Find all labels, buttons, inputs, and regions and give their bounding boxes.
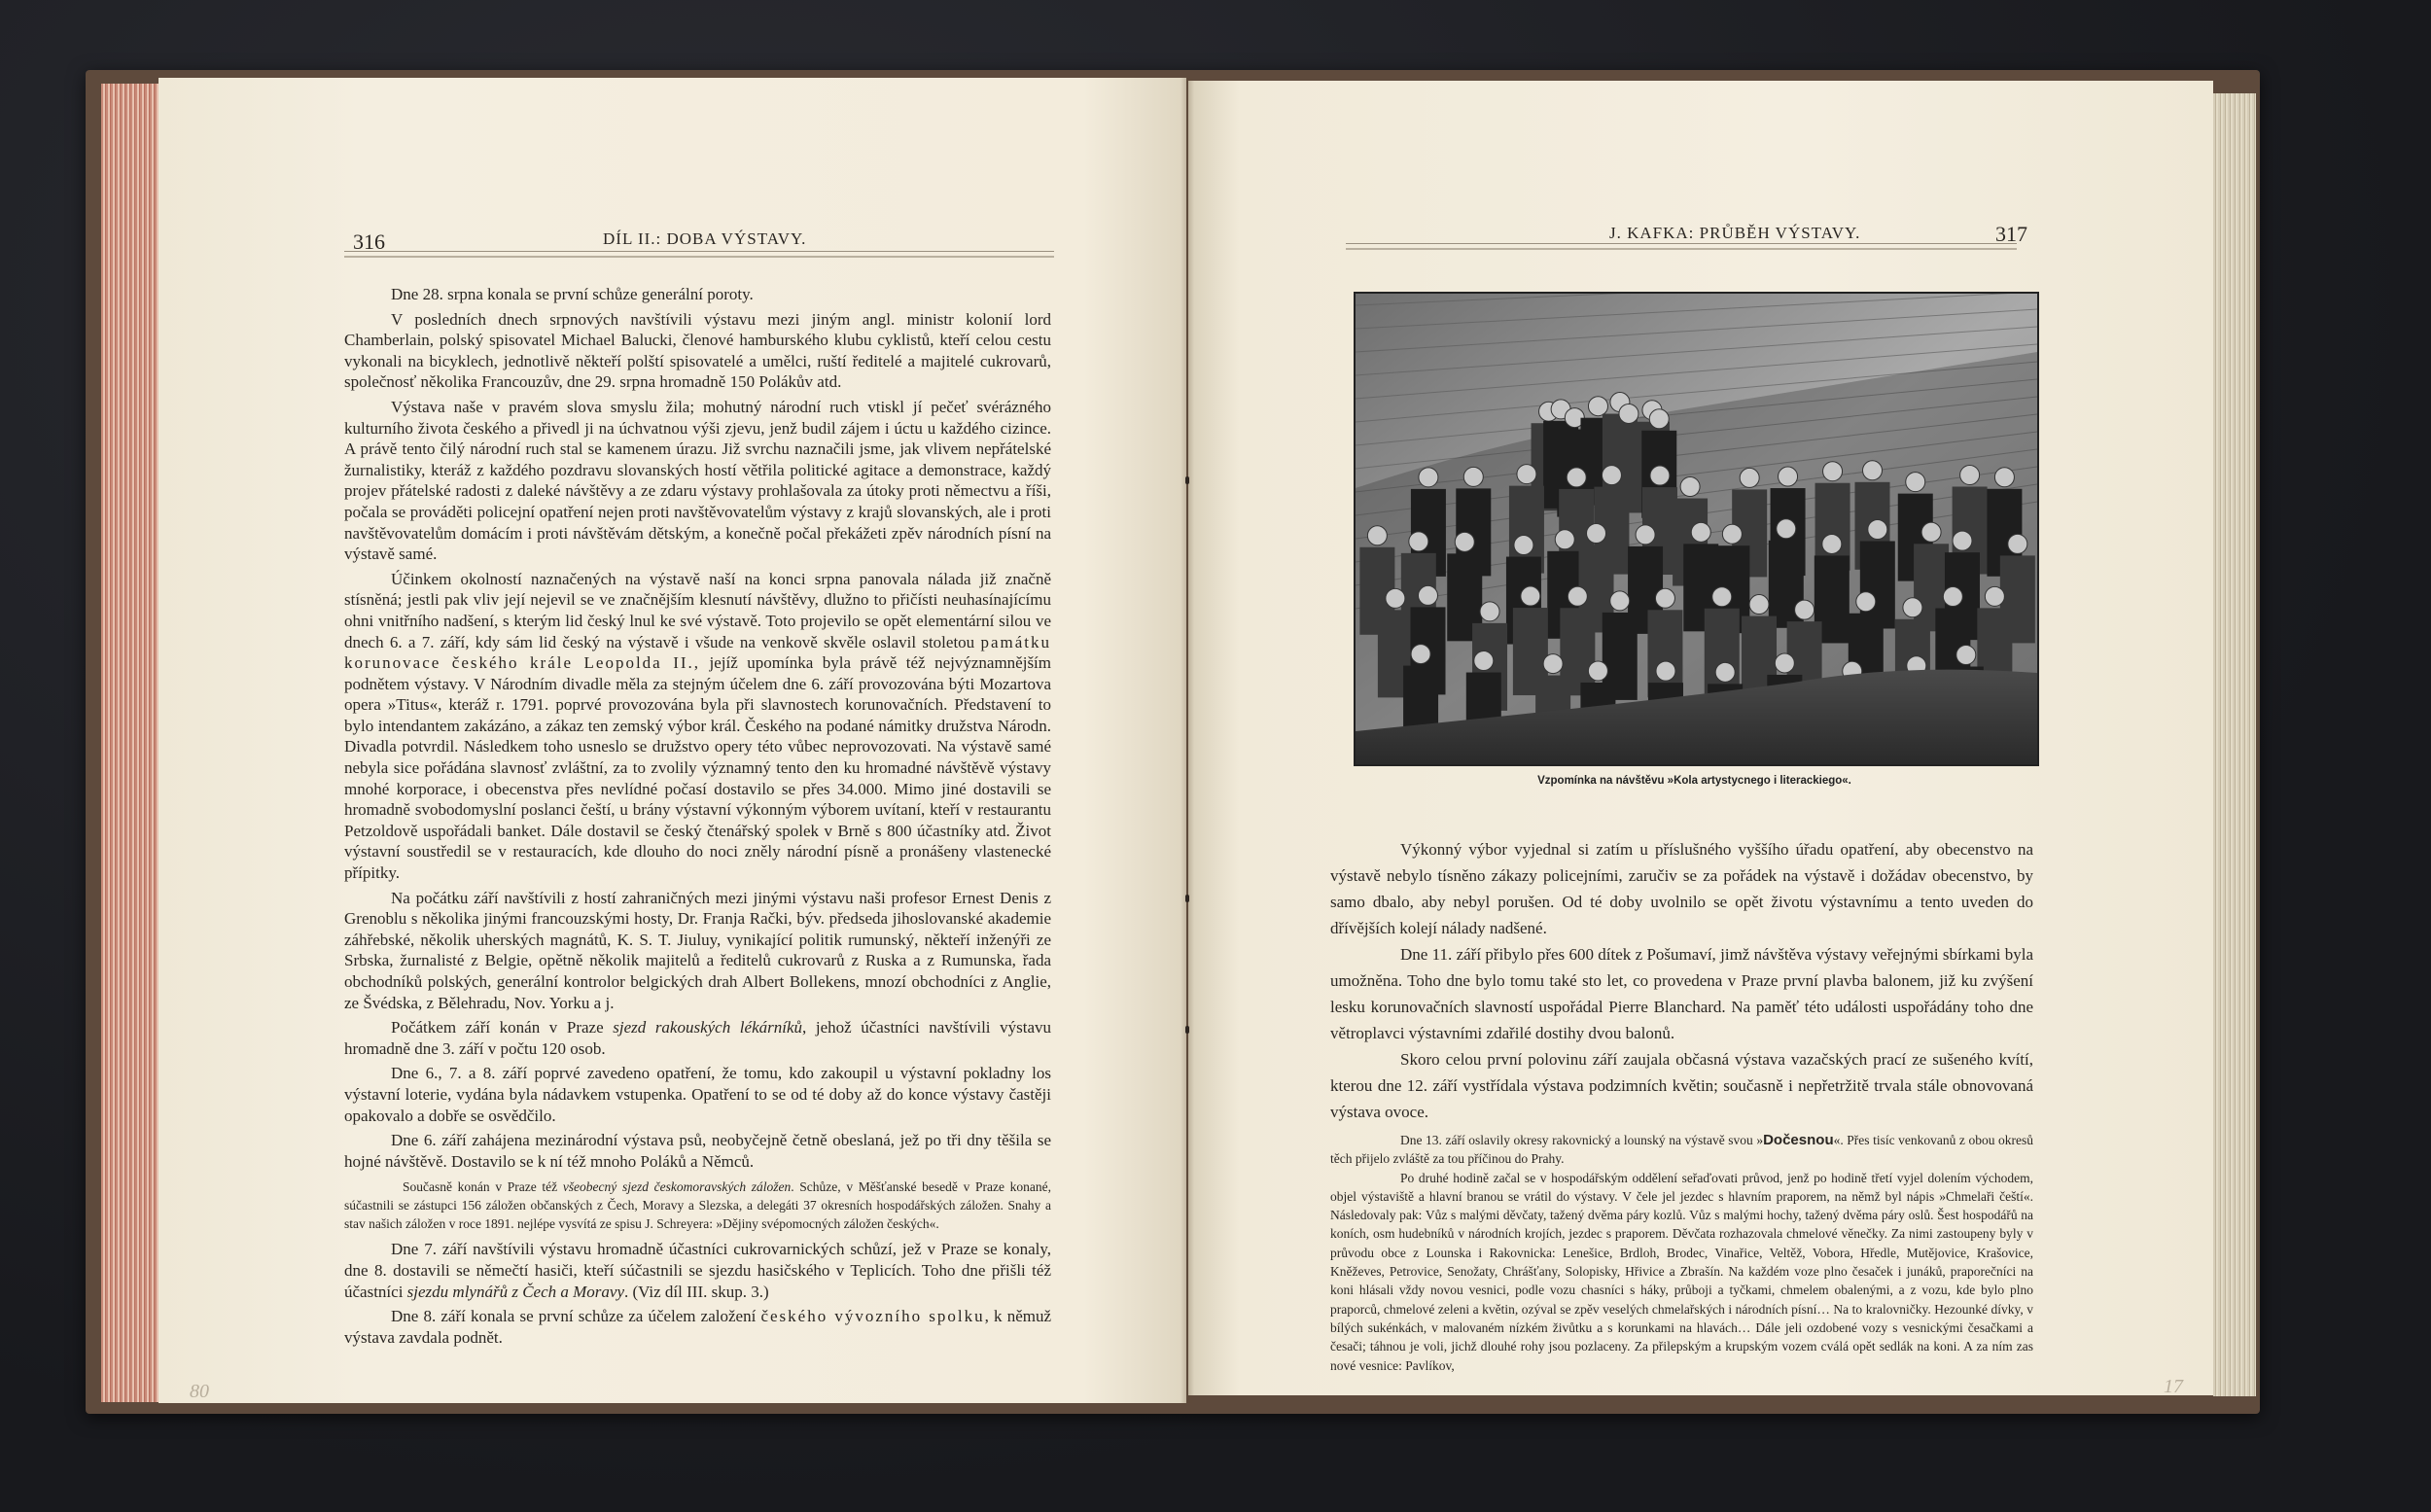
person-head [2008, 534, 2027, 553]
person-head [1691, 522, 1710, 542]
person-head [1856, 592, 1876, 612]
italic-text: sjezd rakouských lékárníků [613, 1018, 803, 1037]
person-head [1463, 467, 1483, 486]
person-head [1587, 523, 1606, 543]
person-head [1455, 532, 1474, 551]
paragraph [344, 1017, 1051, 1059]
person-head [1649, 409, 1669, 429]
person-head [1521, 586, 1540, 606]
text-run: Dne 13. září oslavily okresy rakovnický a lounský na výstavě svou » [1400, 1133, 1764, 1147]
person-head [1822, 534, 1842, 553]
person-head [1418, 585, 1437, 605]
left-page-text [344, 284, 1051, 1352]
binding-stitch [1185, 1026, 1189, 1034]
person-head [1367, 526, 1387, 545]
bold-text: Dočesnou [1763, 1132, 1834, 1148]
text-run: , jehož účastníci navštívili výstavu hromadně dne 3. září v počtu 120 osob. [344, 1018, 1051, 1058]
person-head [1568, 586, 1587, 606]
header-rule-left [344, 251, 1054, 258]
paragraph: Dne 6., 7. a 8. září poprvé zavedeno opatření, že tomu, kdo zakoupil u výstavní pokladny los výstavní loterie, vydána byla nádavkem vstupenka. Opatření to se od té doby až do konce výstavy častěji opakovalo a dobře se osvědčilo. [344, 1064, 1051, 1125]
page-edges-left [101, 84, 159, 1402]
person-head [1953, 531, 1972, 550]
spaced-text: českého vývozního spolku [760, 1307, 985, 1326]
italic-text: všeobecný sjezd českomoravských záložen [562, 1179, 792, 1195]
person-head [1921, 522, 1941, 542]
person-head [1555, 530, 1574, 549]
person-head [1715, 662, 1735, 682]
person-head [1868, 520, 1887, 540]
text-run: Dne 7. září navštívili výstavu hromadně účastníci cukrovarnických schůzí, jež v Praze se konaly, dne 8. dostavili se němečtí hasiči, kteří súčastnili se sjezdu hasičského v Teplicích. Toho dne přišli též účastníci [344, 1240, 1051, 1301]
person-head [1943, 587, 1962, 607]
text-run: jejíž upomínka byla právě též nejvýznamnějším podnětem výstavy. V Národním divadle měla za stejným účelem dne 6. září provozována býti Mozartova opera »Titus«, kteráž r. 1791. poprvé provozována byla při slavnostech korunovačních. Představení to bylo intendantem zakázáno, a zákaz ten zemský výbor král. Českého na podané námitky družstva Národn. Divadla potvrdil. Následkem toho usneslo se družstvo opery této vůbec neprovozovati. Na výstavě samé nebyla sice pořádána slavnosť zvláštní, za to zvolily významný tento den ku hromadné návštěvě výstavy mnohé korporace, i obecenstva přes nevlídné počasí dostavilo se přes 34.000. Mimo jiné dostavili se hromadně svobodomyslní poslanci čeští, u brány výstavní výkonným výborem uvítaní, kteří v restaurantu Petzoldově uspořádali banket. Dále dostavil se český čtenářský spolek v Brně s 800 účastníky atd. Život výstavní soustředil se v restauracích, kde dlouho do noci zněly národní písně a pronášeny vlastenecké přípitky. [344, 653, 1052, 883]
person-head [1680, 477, 1700, 497]
person-head [1650, 466, 1670, 485]
person-head [1419, 468, 1438, 487]
person-head [1960, 465, 1980, 484]
text-run: Dne 8. září konala se první schůze za účelem založení [391, 1307, 761, 1326]
photo-caption: Vzpomínka na návštěvu »Kola artystycnego i literackiego«. [1537, 775, 1851, 787]
paragraph: Výstava naše v pravém slova smyslu žila; mohutný národní ruch vtiskl jí pečeť svérázného kulturního života českého a přivedl ji na úchvatnou výši zjevu, jenž budil zájem i úctu u každého cizince. A právě tento čilý národní ruch stal se kamenem úrazu. Již svrchu naznačili jsme, jak vlivem nepřátelské žurnalistiky, kteráž z každého pozdravu slovanských hostí větřila politické agitace a demonstrace, každý projev přátelské radosti z daleké návštěvy a ze zdaru výstavy prohlašovala za útoky proti němectvu a říši, počala se prováděti policejní opatření nejen proti navštěvovatelům výstavy z krajů slovanských, ale i proti navštěvovatelům domácím i proti návštěvám dětským, a konečně počal překážeti zpěv národních písní na výstavě samé. [344, 397, 1051, 564]
person-head [1985, 586, 2004, 606]
person-head [1712, 587, 1732, 607]
spaced-text: památku korunovace českého krále Leopolda II., [344, 632, 1051, 673]
person-head [1567, 468, 1586, 487]
person-body [1705, 609, 1740, 696]
person-head [1795, 600, 1814, 619]
person-head [1779, 467, 1798, 486]
paragraph: Dne 28. srpna konala se první schůze generální poroty. [391, 285, 754, 303]
page-number-right: 317 [1995, 222, 2027, 246]
person-head [1474, 651, 1494, 671]
pencil-mark: 17 [2164, 1376, 2183, 1397]
group-photograph [1354, 292, 2039, 766]
person-head [1906, 473, 1925, 492]
person-head [1655, 588, 1674, 608]
small-print-note [344, 1178, 1051, 1233]
page-number-left: 316 [353, 229, 385, 254]
person-head [1610, 591, 1630, 611]
person-head [1480, 602, 1499, 621]
small-print-paragraph: Po druhé hodině začal se v hospodářským oddělení seřaďovati průvod, jenž po hodině třetí vyjel dolením východem, objel výstaviště a hlavní branou se vrátil do výstavy. V čele jel jezdec s hlavním praporem, na němž byl nápis »Chmelaři čeští«. Následovaly pak: Vůz s malými děvčaty, tažený dvěma páry kozlů. Vůz s malými hochy, tažený dvěma páry oslů. Šest hospodářů na koních, osm hudebníků v národních krojích, jezdec s praporem. Děvčata rozhazovala chmelové věnečky. Za nimi zastoupeny byly v průvodu obce z Lounska i Rakovnicka: Lenešice, Brdloh, Brodec, Vinařice, Veltěž, Vobora, Hředle, Mutějovice, Krašovice, Kněževes, Petrovice, Senožaty, Chrášťany, Solopisky, Hřivice a Zbrašín. Na každém voze plno česaček i junáků, praporečníci na koni hlásali vždy novou vesnici, podle vozu chasníci s háky, průboji a tyčkami, chmelem obalenými, a z vozu, kde bylo plno praporců, chmelové zeleni a květin, ozýval se zpěv veselých chmelařských i národních písní… Na to kralovničky. Hezounké dívky, v bílých sukénkách, v malovaném nízkém živůtku a s korunkami na hlavách… Dále jeli ozdobené vozy s vesnickými česačkami a česači; táhnou je voli, jichž dlouhé rohy jsou pozlaceny. Za přilepským a krupským vozem cválá opět sedlák na koni. A za ním zas nové vesnice: Pavlíkov, [1330, 1170, 2033, 1373]
person-head [1749, 595, 1769, 615]
person-head [1517, 465, 1536, 484]
text-run: . Schůze, v Měšťanské besedě v Praze konané, súčastnili se zástupci 156 záložen občanských z Čech, Moravy a Slezska, a delegáti 37 okresních hospodářských záložen. Snahy a stav našich záložen v roce 1891. nejlépe vysvítá ze spisu J. Schreyera: »Dějiny svépomocných záložen českých«. [344, 1179, 1052, 1232]
person-head [1602, 466, 1621, 485]
person-head [1656, 661, 1675, 681]
paragraph: Dne 6. září zahájena mezinárodní výstava psů, neobyčejně četně obeslaná, jež po tři dny těšila se hojné návštěvě. Dostavilo se k ní též mnoho Poláků a Němců. [344, 1131, 1051, 1171]
text-run: . (Viz díl III. skup. 3.) [624, 1282, 769, 1301]
text-run: Účinkem okolností naznačených na výstavě naší na konci srpna panovala nálada již značně stísněná; jestli pak vliv její nejevil se ve značnějším klesnutí návštěvy, dlužno to přičísti neuhasínajícímu ohni vnitřního nadšení, s kterým lid český lnul ke své výstavě. Toto projevilo se opět elementární silou ve dnech 6. a 7. září, kdy sám lid český na výstavě i všude na venkově skvěle oslavil stoletou [344, 569, 1051, 651]
person-head [1543, 654, 1563, 674]
header-rule-right [1346, 243, 2017, 250]
person-head [1994, 468, 2014, 487]
page-edges-right [2213, 93, 2256, 1396]
binding-stitch [1185, 895, 1189, 902]
running-head-left: DÍL II.: DOBA VÝSTAVY. [603, 229, 807, 248]
person-head [1722, 524, 1742, 544]
paragraph [344, 1306, 1051, 1348]
paragraph [344, 569, 1051, 884]
person-head [1411, 645, 1430, 664]
paragraph: Skoro celou první polovinu září zaujala občasná výstava vazačských prací ze sušeného kvítí, kterou dne 12. září vystřídala výstava podzimních květin; současně i nepřetržitě trvala stále obnovovaná výstava ovoce. [1330, 1050, 2033, 1121]
person-head [1823, 462, 1843, 481]
person-head [1775, 653, 1794, 673]
text-run: Počátkem září konán v Praze [391, 1018, 614, 1037]
book-gutter [1180, 78, 1194, 1403]
small-print-paragraph [1330, 1131, 2033, 1169]
person-head [1636, 525, 1655, 545]
person-head [1409, 532, 1428, 551]
paragraph: Dne 11. září přibylo přes 600 dítek z Pošumaví, jimž návštěva výstavy veřejnými sbírkami byla umožněna. Toho dne bylo tomu také sto let, co provedena v Praze první plavba balonem, již ku zvýšení lesku korunovačních slavností uspořádal Pierre Blanchard. Na paměť této události uspořádány toho dne větroplavci výstavními zdařilé dostihy dvou balonů. [1330, 945, 2033, 1042]
person-head [1588, 397, 1607, 416]
person-head [1386, 588, 1405, 608]
binding-stitch [1185, 476, 1189, 484]
paragraph: Výkonný výbor vyjednal si zatím u příslušného vyššího úřadu opatření, aby obecenstvo na výstavě nebylo tísněno zákazy policejními, zaručiv se za pořádek na výstavě i dožádav obecenstvo, by samo dbalo, aby nebyl porušen. Od té doby uvolnilo se opět životu výstavnímu a tento uveden do dřívějších kolejí nálady nadšené. [1330, 840, 2033, 937]
text-run: «. Přes tisíc venkovanů z obou okresů těch přijelo zvláště za tou příčinou do Prahy. [1330, 1133, 2033, 1167]
pencil-mark: 80 [190, 1381, 209, 1402]
person-head [1619, 404, 1638, 423]
running-head-right: J. KAFKA: PRŮBĚH VÝSTAVY. [1609, 224, 1861, 242]
person-head [1514, 536, 1533, 555]
text-run: , k němuž výstava zavdala podnět. [344, 1307, 1052, 1347]
person-head [1740, 468, 1759, 487]
person-head [1777, 519, 1796, 539]
italic-text: sjezdu mlynářů z Čech a Moravy [406, 1282, 624, 1301]
paragraph: Na počátku září navštívili z hostí zahraničných mezi jinými výstavu naši profesor Ernest Denis z Grenoblu s několika jinými francouzskými hosty, Dr. Franja Rački, býv. předseda jihoslovanské akademie záhřebské, několik uherských magnátů, K. S. T. Jiuluy, vynikající politik rumunský, někteří inženýři ze Srbska, žurnalisté z Belgie, opětně několik majitelů a ředitelů cukrovarů z Ruska a z Rumunska, řada obchodníků polských, generální kontrolor belgických drah Albert Bollekens, mnozí obchodníci z Anglie, ze Švédska, z Bělehradu, Nov. Yorku a j. [344, 888, 1051, 1012]
text-run: Současně konán v Praze též [403, 1179, 563, 1195]
person-head [1588, 661, 1607, 681]
person-head [1863, 461, 1883, 480]
right-page-text [1330, 836, 2033, 1375]
person-head [1956, 646, 1976, 665]
paragraph: V posledních dnech srpnových navštívili výstavu mezi jiným angl. ministr kolonií lord Chamberlain, polský spisovatel Michael Balucki, členové hamburského klubu cyklistů, kteří celou cestu vykonali na bicyklech, jednotlivě někteří polští spisovatelé a umělci, ruští ředitelé a majitelé cukrovarů, společnosť několika Francouzův, dne 29. srpna hromadně 150 Polákův atd. [344, 309, 1051, 392]
paragraph [344, 1239, 1051, 1302]
person-head [1903, 598, 1922, 617]
